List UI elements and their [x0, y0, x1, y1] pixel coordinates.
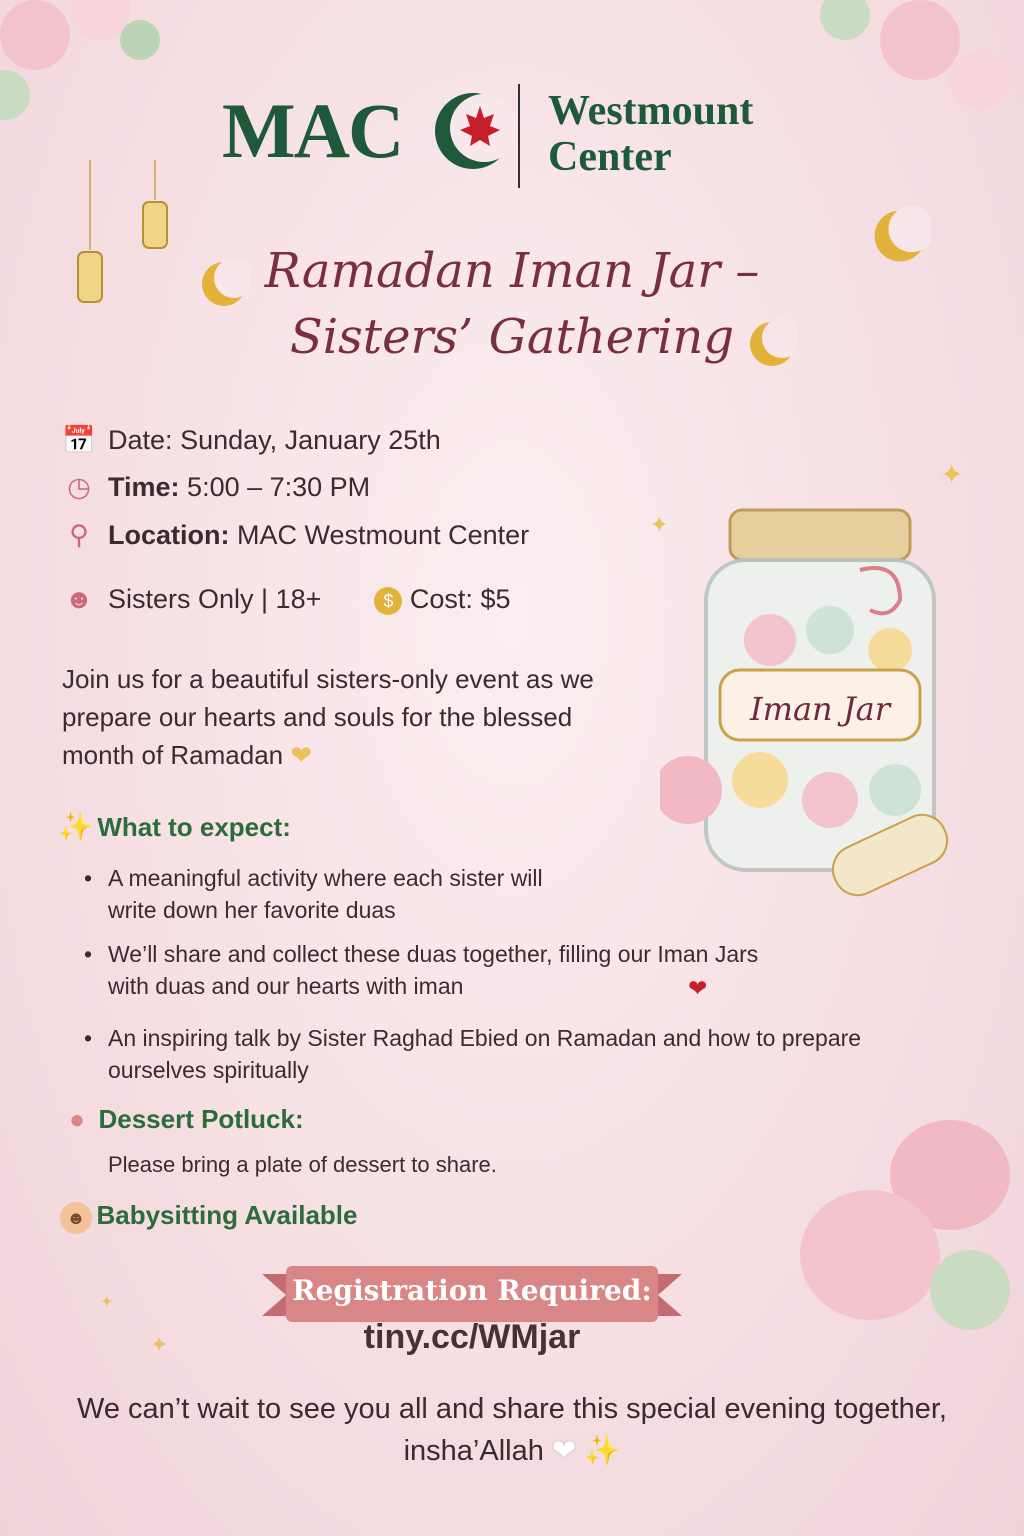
- top-left-floral-decoration: [0, 0, 220, 160]
- registration-link[interactable]: tiny.cc/WMjar: [363, 1318, 581, 1356]
- coin-icon: $: [374, 587, 402, 615]
- red-heart-icon: ❤: [688, 975, 708, 1001]
- title-line-2: Sisters’ Gathering: [289, 309, 735, 365]
- logo-center-name: [548, 88, 753, 180]
- title-line-1: Ramadan Iman Jar –: [264, 243, 760, 299]
- logo-divider: [518, 84, 520, 188]
- logo-center-text: Center: [548, 134, 672, 180]
- time-label: Time:: [108, 472, 180, 502]
- cost-label: Cost:: [409, 584, 473, 614]
- jar-label: Iman Jar: [749, 690, 891, 728]
- calendar-icon: 📅: [62, 425, 96, 455]
- date-label: Date:: [108, 425, 173, 455]
- time-row: [62, 472, 370, 503]
- cupcake-icon: ●: [69, 1104, 85, 1134]
- mac-westmount-logo: [222, 78, 822, 198]
- list-item-text: A meaningful activity where each sister will write down her favorite duas: [108, 865, 543, 923]
- star-icon: ✦: [100, 1294, 114, 1311]
- audience-cost-row: [62, 584, 511, 615]
- white-heart-icon: ❤: [551, 1435, 577, 1467]
- list-item-text: An inspiring talk by Sister Raghad Ebied on Ramadan and how to prepare ourselves spiritually: [108, 1025, 862, 1083]
- star-icon: ✦: [940, 459, 964, 490]
- potluck-heading-row: [60, 1104, 304, 1136]
- list-item: [84, 1022, 884, 1086]
- expect-heading-row: [58, 810, 291, 843]
- closing-message: [40, 1388, 984, 1472]
- audience-text: Sisters Only | 18+: [108, 584, 322, 614]
- baby-icon: ☻: [60, 1202, 92, 1234]
- date-value: Sunday, January 25th: [180, 425, 441, 455]
- location-value: MAC Westmount Center: [237, 520, 530, 550]
- location-label: Location:: [108, 520, 230, 550]
- potluck-text: Please bring a plate of dessert to share.: [108, 1152, 497, 1177]
- sister-avatar-icon: ☻: [64, 584, 94, 614]
- event-title: [60, 238, 964, 370]
- babysitting-row: [60, 1200, 357, 1234]
- sparkle-icon: ✨: [584, 1435, 621, 1467]
- location-pin-icon: ⚲: [69, 520, 89, 550]
- bullet-dot: •: [84, 1025, 93, 1051]
- closing-text: We can’t wait to see you all and share this special evening together, insha’Allah: [77, 1393, 947, 1467]
- bullet-dot: •: [84, 941, 93, 967]
- registration-label: Registration Required:: [292, 1274, 652, 1307]
- date-row: [62, 424, 441, 456]
- intro-paragraph: [62, 660, 642, 774]
- list-item: [84, 862, 584, 926]
- sparkle-icon: ✨: [58, 811, 93, 842]
- bullet-dot: •: [84, 865, 93, 891]
- logo-mac-text: MAC: [222, 87, 403, 174]
- list-item: [84, 938, 764, 1002]
- babysitting-text: Babysitting Available: [96, 1200, 358, 1230]
- location-row: [62, 520, 529, 551]
- cost-value: $5: [480, 584, 511, 614]
- logo-westmount-text: Westmount: [548, 88, 754, 134]
- list-item-text: We’ll share and collect these duas together, filling our Iman Jars with duas and our hearts with iman: [108, 941, 759, 999]
- potluck-heading: Dessert Potluck:: [98, 1104, 304, 1134]
- time-value: 5:00 – 7:30 PM: [187, 472, 371, 502]
- bottom-right-roses-decoration: [780, 1100, 1024, 1400]
- star-icon: ✦: [150, 1332, 169, 1357]
- intro-text: Join us for a beautiful sisters-only event as we prepare our hearts and souls for the blessed month of Ramadan: [62, 664, 594, 770]
- clock-icon: ◷: [67, 472, 91, 502]
- crescent-maple-leaf-icon: [430, 88, 516, 174]
- expect-heading: What to expect:: [97, 812, 291, 842]
- star-icon: ✦: [650, 512, 669, 537]
- top-right-floral-decoration: [800, 0, 1024, 170]
- yellow-heart-icon: ❤: [290, 740, 313, 770]
